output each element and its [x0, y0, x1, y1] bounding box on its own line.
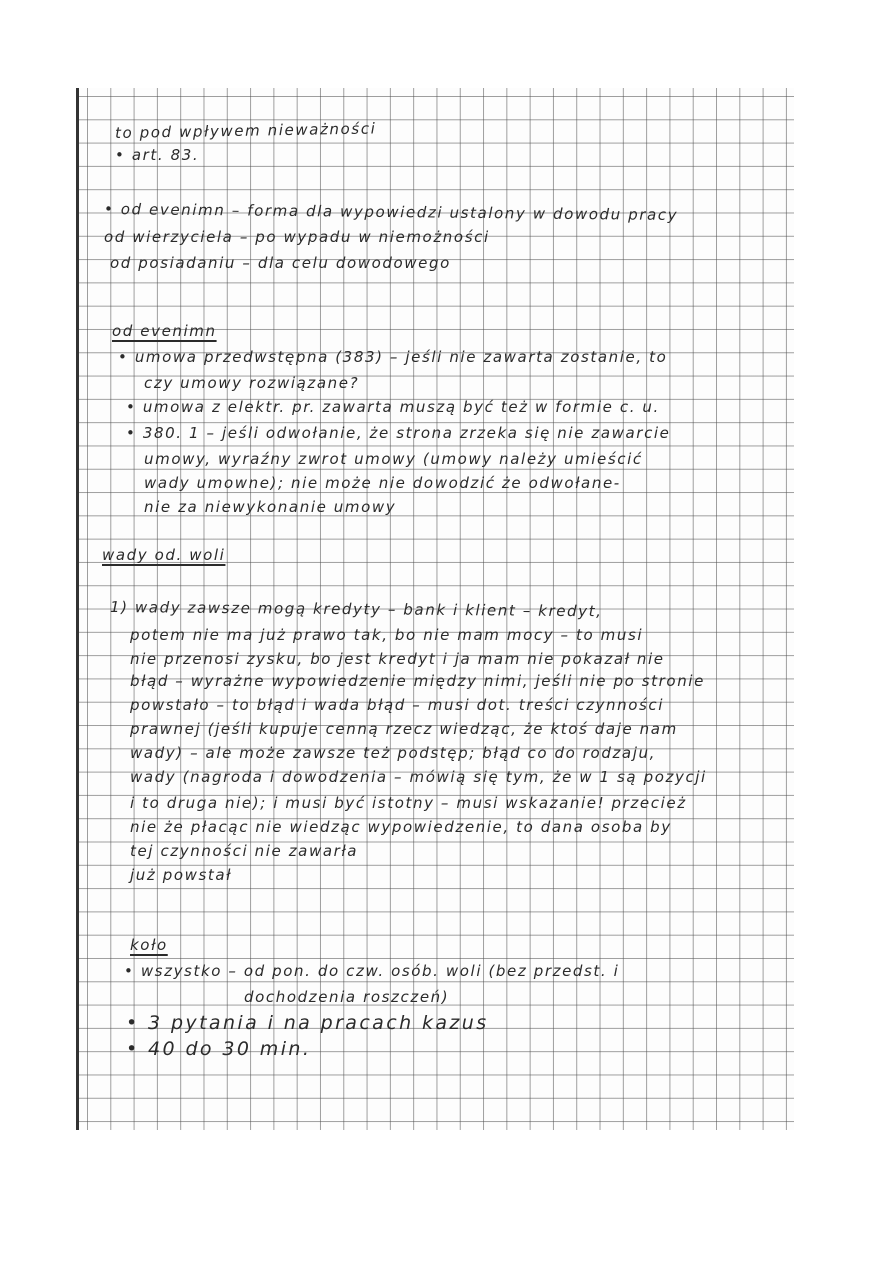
note-line: od posiadaniu – dla celu dowodowego — [110, 254, 451, 272]
note-line: tej czynności nie zawarła — [130, 842, 359, 860]
note-line: umowy, wyraźny zwrot umowy (umowy należy umieścić — [144, 450, 643, 468]
note-line: wady (nagroda i dowodzenia – mówią się tym, że w 1 są pozycji — [130, 768, 707, 786]
note-line: • 380. 1 – jeśli odwołanie, że strona zrzeka się nie zawarcie — [126, 424, 671, 442]
note-line: i to druga nie); i musi być istotny – musi wskazanie! przecież — [130, 794, 687, 812]
note-line: nie że płacąc nie wiedząc wypowiedzenie, to dana osoba by — [130, 818, 672, 836]
note-line: prawnej (jeśli kupuje cenną rzecz wiedząc, że ktoś daje nam — [130, 720, 678, 738]
note-line: • art. 83. — [115, 146, 200, 164]
section-heading: wady od. woli — [102, 546, 226, 564]
page-margin-edge — [76, 88, 79, 1130]
section-heading: koło — [130, 936, 168, 954]
note-line: • wszystko – od pon. do czw. osób. woli (bez przedst. i — [124, 962, 620, 980]
note-line: • umowa przedwstępna (383) – jeśli nie zawarta zostanie, to — [118, 348, 668, 366]
note-line: od wierzyciela – po wypadu w niemożności — [104, 228, 490, 246]
note-line: • od evenimn – forma dla wypowiedzi ustalony w dowodu pracy — [103, 200, 679, 225]
note-line: • 40 do 30 min. — [126, 1038, 312, 1060]
section-heading: od evenimn — [112, 322, 217, 340]
note-line: • 3 pytania i na pracach kazus — [126, 1012, 489, 1034]
note-line: wady) – ale może zawsze też podstęp; błąd co do rodzaju, — [130, 744, 656, 762]
note-line: powstało – to błąd i wada błąd – musi dot. treści czynności — [130, 696, 665, 714]
note-line: wady umowne); nie może nie dowodzić że odwołane- — [144, 474, 621, 492]
note-line: • umowa z elektr. pr. zawarta muszą być też w formie c. u. — [126, 398, 660, 416]
note-line: nie przenosi zysku, bo jest kredyt i ja mam nie pokazał nie — [130, 650, 665, 668]
note-line: potem nie ma już prawo tak, bo nie mam mocy – to musi — [130, 626, 644, 644]
note-line: nie za niewykonanie umowy — [144, 498, 397, 516]
note-line: 1) wady zawsze mogą kredyty – bank i klient – kredyt, — [109, 598, 603, 621]
note-line: czy umowy rozwiązane? — [144, 374, 360, 392]
note-line: to pod wpływem nieważności — [114, 119, 377, 142]
note-line: dochodzenia roszczeń) — [244, 988, 450, 1006]
note-line: już powstał — [130, 866, 233, 884]
note-line: błąd – wyrażne wypowiedzenie między nimi, jeśli nie po stronie — [130, 672, 705, 690]
